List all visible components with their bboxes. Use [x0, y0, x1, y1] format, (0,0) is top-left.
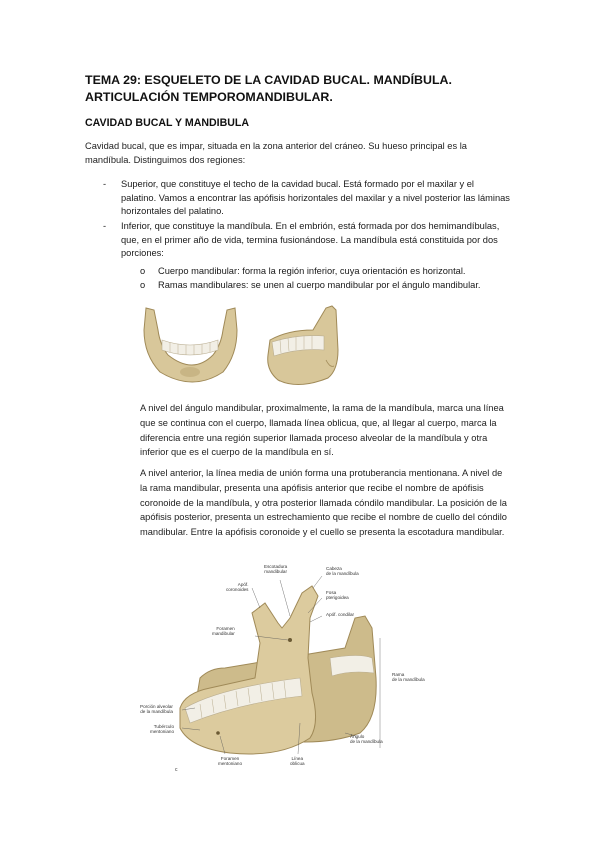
subbullet-text: Cuerpo mandibular: forma la región inferior, cuya orientación es horizontal. [158, 266, 466, 276]
label-text: Apóf. condilar [326, 612, 355, 617]
label-text: Ángulo de la mandíbula [350, 734, 383, 745]
label-linea-oblicua [290, 756, 305, 767]
label-cabeza [326, 566, 359, 577]
mandible-front-view [144, 308, 237, 382]
label-foramen-mentoniano [218, 756, 242, 767]
label-porcion-alveolar [140, 704, 173, 715]
label-text: Apóf. coronoides [226, 582, 249, 593]
bullet-text: Superior, que constituye el techo de la cavidad bucal. Está formado por el maxilar y el palatino. Vamos a encontrar las apófisis horizontales del maxilar y a nivel posterior las láminas horizontales del palatino. [121, 179, 510, 217]
title-line-2: ARTICULACIÓN TEMPOROMANDIBULAR. [85, 90, 333, 104]
figure-letter: c [175, 767, 178, 773]
document-title [85, 72, 535, 106]
label-text: Porción alveolar de la mandíbula [140, 704, 173, 715]
label-text: Foramen mandibular [212, 626, 235, 637]
bullet-dash: - [103, 221, 107, 231]
paragraph-anterior: A nivel anterior, la línea media de unión forma una protuberancia mentionana. A nivel de la rama mandibular, presenta una apófisis anterior que recibe el nombre de apófisis coronoide de la mandíbula, y otra posterior llamada cóndilo mandibular. La posición de la apófisis posterior, presenta un estrechamiento que recibe el nombre de cuello del cóndilo mandibular. Entre la apófisis coronoide y el cuello se presenta la escotadura mandibular. [140, 468, 507, 538]
paragraph-angle: A nivel del ángulo mandibular, proximalmente, la rama de la mandíbula, marca una línea que se continua con el cuerpo, llamada línea oblicua, que, al llegar al cuerpo, marca la diferencia entre una región superior llamada proceso alveolar de la mandíbula y otra inferior que es el cuerpo de la mandíbula en sí. [140, 403, 504, 458]
label-tuberculo [150, 724, 174, 735]
label-fosa [326, 590, 349, 601]
subbullet-mark: o [140, 280, 146, 290]
label-angulo [350, 734, 383, 745]
label-escotadura [264, 564, 287, 575]
label-apof-condilar [326, 612, 354, 617]
label-foramen-mandibular [212, 626, 235, 637]
label-text: Línea oblicua [290, 756, 305, 767]
label-text: Rama de la mandíbula [392, 672, 425, 683]
mandible-oblique-view [268, 306, 338, 385]
label-rama [392, 672, 425, 683]
bullet-dash: - [103, 179, 107, 189]
label-apof-coronoides [226, 582, 248, 593]
intro-paragraph: Cavidad bucal, que es impar, situada en la zona anterior del cráneo. Su hueso principal es la mandíbula. Distinguimos dos regiones: [85, 141, 467, 165]
label-text: Tubérculo mentoniano [150, 724, 175, 735]
mandible-labeled-figure [140, 558, 420, 778]
label-text: Foramen mentoniano [218, 756, 243, 767]
label-text: Escotadura mandibular [264, 564, 288, 575]
subbullet-mark: o [140, 266, 146, 276]
mandible-views-figure [138, 300, 358, 395]
bullet-text: Inferior, que constituye la mandíbula. En el embrión, está formada por dos hemimandíbulas, que, en el primer año de vida, termina fusionándose. La mandíbula está constituida por dos porciones: [121, 221, 500, 259]
subbullet-text: Ramas mandibulares: se unen al cuerpo mandibular por el ángulo mandibular. [158, 280, 481, 290]
label-text: Fosa pterigoidea [326, 590, 349, 601]
title-line-1: TEMA 29: ESQUELETO DE LA CAVIDAD BUCAL. MANDÍBULA. [85, 73, 452, 87]
section-heading: CAVIDAD BUCAL Y MANDIBULA [85, 117, 250, 129]
label-text: Cabeza de la mandíbula [326, 566, 359, 577]
